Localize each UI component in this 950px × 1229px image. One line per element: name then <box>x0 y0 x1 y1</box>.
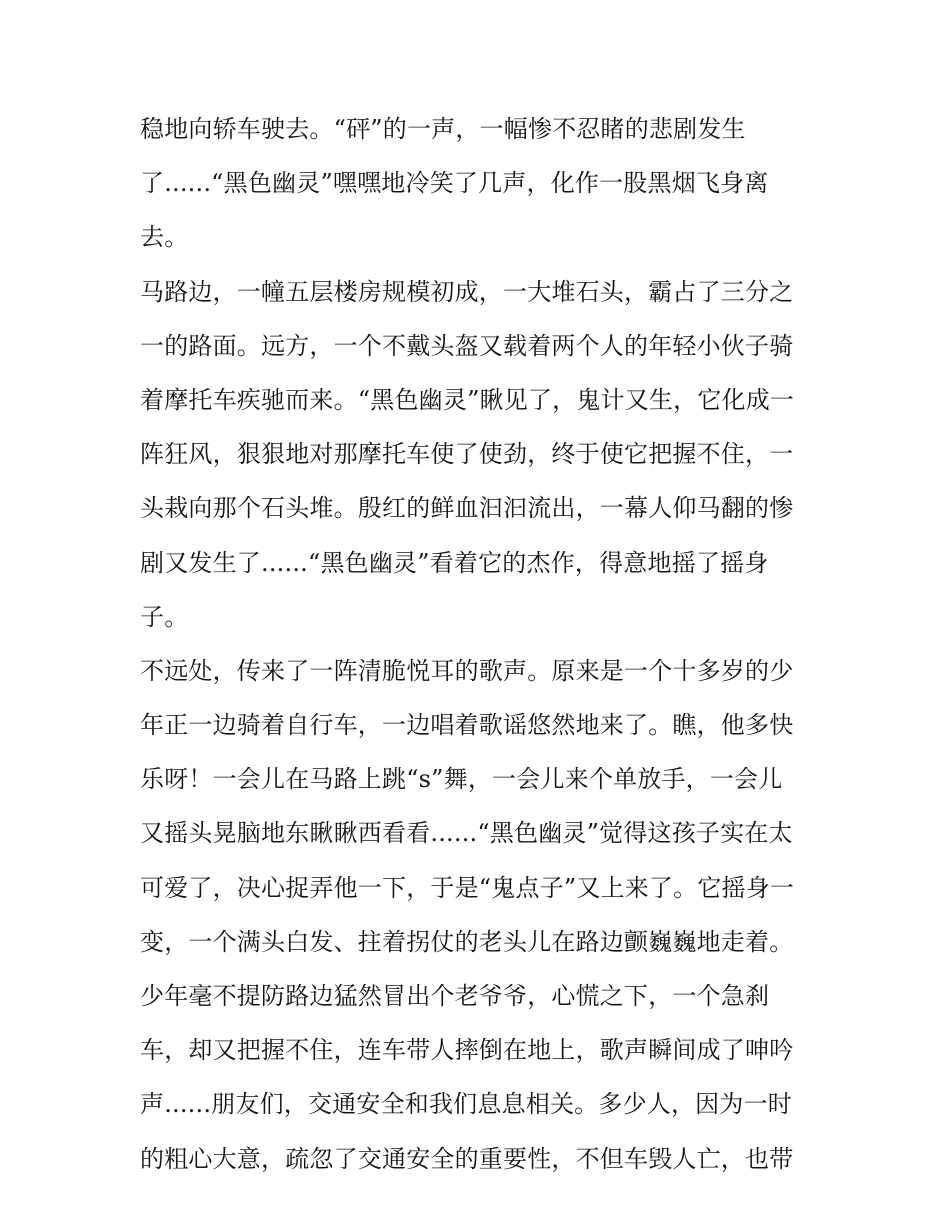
text-line-4: 马路边，一幢五层楼房规模初成，一大堆石头，霸占了三分之 <box>140 277 794 306</box>
text-line-3: 去。 <box>140 223 189 252</box>
text-line-2: 了......“黑色幽灵”嘿嘿地冷笑了几声，化作一股黑烟飞身离 <box>140 169 769 198</box>
text-line-15: 可爱了，决心捉弄他一下，于是“鬼点子”又上来了。它摇身一 <box>140 873 795 902</box>
text-line-7: 阵狂风，狠狠地对那摩托车使了使劲，终于使它把握不住，一 <box>140 440 794 469</box>
text-line-18: 车，却又把握不住，连车带人摔倒在地上，歌声瞬间成了呻吟 <box>140 1036 794 1065</box>
text-line-17: 少年毫不提防路边猛然冒出个老爷爷，心慌之下，一个急刹 <box>140 982 770 1010</box>
text-line-6: 着摩托车疾驰而来。“黑色幽灵”瞅见了，鬼计又生，它化成一 <box>140 385 795 414</box>
text-line-13: 乐呀！一会儿在马路上跳“s”舞，一会儿来个单放手，一会儿 <box>140 765 783 794</box>
text-line-10: 子。 <box>140 602 189 631</box>
text-line-5: 一的路面。远方，一个不戴头盔又载着两个人的年轻小伙子骑 <box>140 331 794 360</box>
text-line-16: 变，一个满头白发、拄着拐仗的老头儿在路边颤巍巍地走着。 <box>140 927 794 956</box>
text-line-20: 的粗心大意，疏忽了交通安全的重要性，不但车毁人亡，也带 <box>140 1144 794 1173</box>
text-line-9: 剧又发生了......“黑色幽灵”看着它的杰作，得意地摇了摇身 <box>140 548 769 577</box>
text-line-12: 年正一边骑着自行车，一边唱着歌谣悠然地来了。瞧，他多快 <box>140 711 794 740</box>
text-line-19: 声......朋友们，交通安全和我们息息相关。多少人，因为一时 <box>140 1090 792 1119</box>
body-text <box>140 102 830 1186</box>
text-line-14: 又摇头晃脑地东瞅瞅西看看......“黑色幽灵”觉得这孩子实在太 <box>140 819 793 848</box>
text-line-8: 头栽向那个石头堆。殷红的鲜血汩汩流出，一幕人仰马翻的惨 <box>140 494 794 523</box>
text-line-1: 稳地向轿车驶去。“砰”的一声，一幅惨不忍睹的悲剧发生 <box>140 115 746 143</box>
text-line-11: 不远处，传来了一阵清脆悦耳的歌声。原来是一个十多岁的少 <box>140 656 794 685</box>
